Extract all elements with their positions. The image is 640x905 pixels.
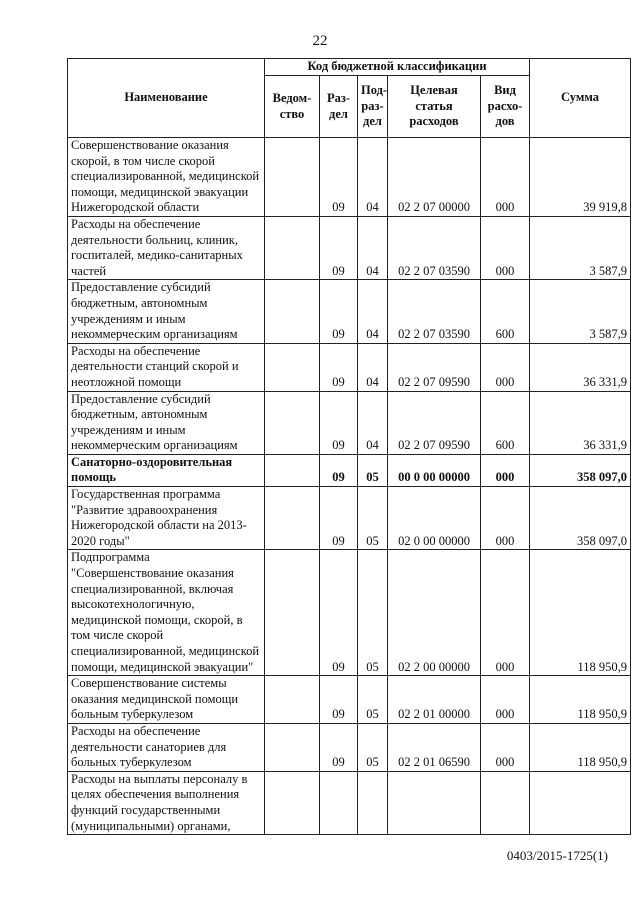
row-podrazdel: 04 xyxy=(358,138,388,217)
row-podrazdel: 05 xyxy=(358,454,388,486)
row-razdel: 09 xyxy=(320,676,358,724)
row-razdel: 09 xyxy=(320,487,358,550)
row-razdel xyxy=(320,771,358,834)
table-row xyxy=(68,454,631,486)
row-summa: 36 331,9 xyxy=(530,391,631,454)
row-summa: 3 587,9 xyxy=(530,216,631,279)
row-ved xyxy=(265,723,320,771)
row-vid: 000 xyxy=(481,550,530,676)
header-razdel: Раз-дел xyxy=(320,76,358,138)
header-vedomstvo: Ведом-ство xyxy=(265,76,320,138)
row-podrazdel: 04 xyxy=(358,280,388,343)
row-celevaya: 02 2 01 06590 xyxy=(388,723,481,771)
table-body xyxy=(68,138,631,835)
row-name: Предоставление субсидий бюджетным, автономным учреждениям и иным некоммерческим организациям xyxy=(68,280,265,343)
row-celevaya: 00 0 00 00000 xyxy=(388,454,481,486)
row-celevaya: 02 0 00 00000 xyxy=(388,487,481,550)
budget-table xyxy=(67,58,631,835)
row-summa: 358 097,0 xyxy=(530,454,631,486)
row-vid: 000 xyxy=(481,487,530,550)
header-podrazdel: Под-раз-дел xyxy=(358,76,388,138)
row-vid: 000 xyxy=(481,723,530,771)
row-ved xyxy=(265,280,320,343)
row-ved xyxy=(265,550,320,676)
row-name: Подпрограмма "Совершенствование оказания специализированной, включая высокотехнологичную, медицинской помощи, скорой, в том числе скорой специализированной, медицинской помощи, медицинской эвакуации" xyxy=(68,550,265,676)
row-vid xyxy=(481,771,530,834)
row-ved xyxy=(265,487,320,550)
row-name: Совершенствование системы оказания медицинской помощи больным туберкулезом xyxy=(68,676,265,724)
row-celevaya: 02 2 01 00000 xyxy=(388,676,481,724)
row-summa: 358 097,0 xyxy=(530,487,631,550)
row-ved xyxy=(265,138,320,217)
row-celevaya: 02 2 07 03590 xyxy=(388,280,481,343)
row-name: Расходы на выплаты персоналу в целях обеспечения выполнения функций государственными (муниципальными) органами, xyxy=(68,771,265,834)
row-summa: 36 331,9 xyxy=(530,343,631,391)
row-podrazdel: 05 xyxy=(358,676,388,724)
row-celevaya: 02 2 07 09590 xyxy=(388,343,481,391)
row-razdel: 09 xyxy=(320,343,358,391)
table-row xyxy=(68,280,631,343)
row-ved xyxy=(265,454,320,486)
header-name: Наименование xyxy=(68,59,265,138)
row-ved xyxy=(265,391,320,454)
row-ved xyxy=(265,343,320,391)
row-razdel: 09 xyxy=(320,216,358,279)
row-celevaya: 02 2 07 00000 xyxy=(388,138,481,217)
row-razdel: 09 xyxy=(320,138,358,217)
row-name: Государственная программа "Развитие здравоохранения Нижегородской области на 2013-2020 годы" xyxy=(68,487,265,550)
row-podrazdel: 04 xyxy=(358,391,388,454)
row-vid: 000 xyxy=(481,138,530,217)
row-vid: 000 xyxy=(481,343,530,391)
row-vid: 000 xyxy=(481,216,530,279)
row-podrazdel xyxy=(358,771,388,834)
row-ved xyxy=(265,771,320,834)
row-podrazdel: 05 xyxy=(358,550,388,676)
row-name: Предоставление субсидий бюджетным, автономным учреждениям и иным некоммерческим организациям xyxy=(68,391,265,454)
table-row xyxy=(68,343,631,391)
row-name: Расходы на обеспечение деятельности санаториев для больных туберкулезом xyxy=(68,723,265,771)
row-summa: 3 587,9 xyxy=(530,280,631,343)
header-celevaya: Целевая статья расходов xyxy=(388,76,481,138)
header-vid: Вид расхо-дов xyxy=(481,76,530,138)
table-row xyxy=(68,723,631,771)
row-ved xyxy=(265,216,320,279)
document-code: 0403/2015-1725(1) xyxy=(506,848,608,863)
row-podrazdel: 05 xyxy=(358,487,388,550)
row-summa: 39 919,8 xyxy=(530,138,631,217)
row-podrazdel: 05 xyxy=(358,723,388,771)
row-celevaya xyxy=(388,771,481,834)
header-kbk: Код бюджетной классификации xyxy=(265,59,530,76)
row-podrazdel: 04 xyxy=(358,216,388,279)
row-vid: 000 xyxy=(481,676,530,724)
row-razdel: 09 xyxy=(320,723,358,771)
row-summa: 118 950,9 xyxy=(530,723,631,771)
table-row xyxy=(68,676,631,724)
page-number: 22 xyxy=(312,33,328,49)
header-summa: Сумма xyxy=(530,59,631,138)
row-razdel: 09 xyxy=(320,454,358,486)
table-row xyxy=(68,138,631,217)
row-razdel: 09 xyxy=(320,550,358,676)
row-name: Санаторно-оздоровительная помощь xyxy=(68,454,265,486)
row-summa xyxy=(530,771,631,834)
row-summa: 118 950,9 xyxy=(530,676,631,724)
row-vid: 600 xyxy=(481,391,530,454)
row-razdel: 09 xyxy=(320,280,358,343)
row-ved xyxy=(265,676,320,724)
row-vid: 600 xyxy=(481,280,530,343)
row-razdel: 09 xyxy=(320,391,358,454)
row-podrazdel: 04 xyxy=(358,343,388,391)
row-name: Совершенствование оказания скорой, в том числе скорой специализированной, медицинской помощи, медицинской эвакуации Нижегородской области xyxy=(68,138,265,217)
row-name: Расходы на обеспечение деятельности станций скорой и неотложной помощи xyxy=(68,343,265,391)
row-celevaya: 02 2 07 03590 xyxy=(388,216,481,279)
table-row xyxy=(68,391,631,454)
row-vid: 000 xyxy=(481,454,530,486)
row-celevaya: 02 2 07 09590 xyxy=(388,391,481,454)
row-celevaya: 02 2 00 00000 xyxy=(388,550,481,676)
row-summa: 118 950,9 xyxy=(530,550,631,676)
table-row xyxy=(68,487,631,550)
table-row xyxy=(68,771,631,834)
table-row xyxy=(68,550,631,676)
table-row xyxy=(68,216,631,279)
row-name: Расходы на обеспечение деятельности больниц, клиник, госпиталей, медико-санитарных частей xyxy=(68,216,265,279)
